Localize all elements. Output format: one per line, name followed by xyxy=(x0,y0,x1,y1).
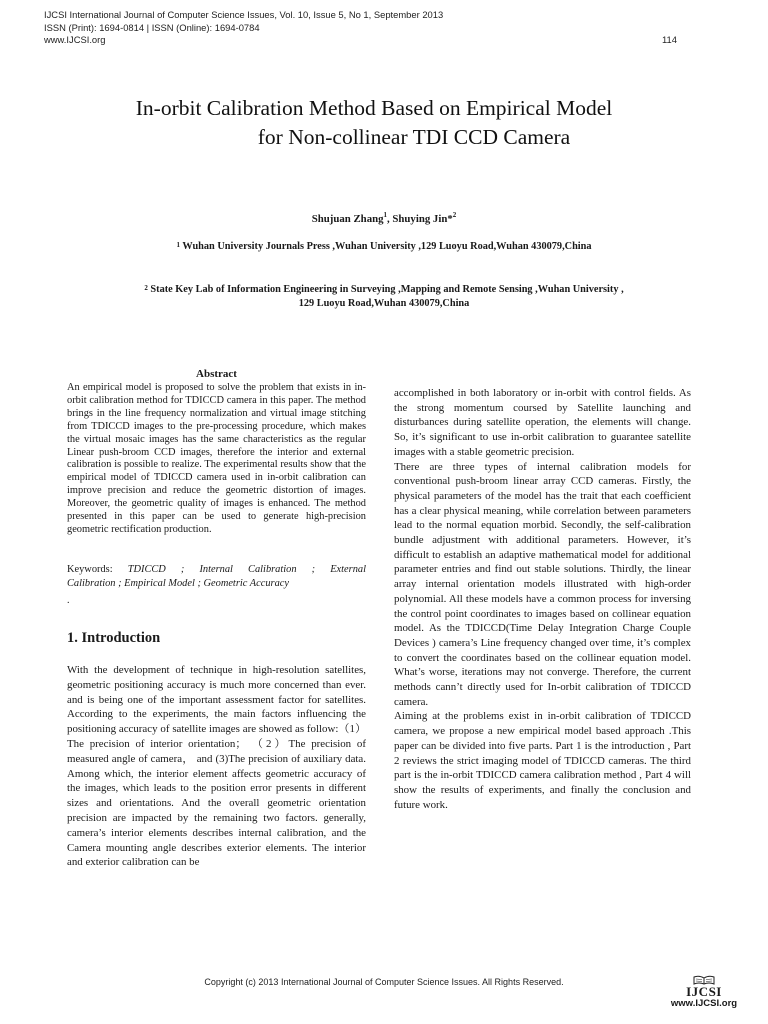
right-paragraph-2: There are three types of internal calibration models for conventional push-broom linear array CCD cameras. Firstly, the physical parameters of the model has the trait that each coefficient has a clear physical meaning, while correlation between parameters lead to the normal equation morbid. Secondly, the self-calibration bundle adjustment with additional parameters. However, it’s difficult to establish an adaptive mathematical model for additional parameter entries and find out stable solutions. Thirdly, the linear array internal orientation models illustrated with high-order polynomial. All these models have a common process for inversing the control point coordinates to images based on collinear equation model. As the TDICCD(Time Delay Integration Charge Couple Devices ) camera’s Line frequency changed over time, it’s complex to convert the coordinates based on the collinear equation model. What’s worse, iterations may not converge. Therefore, the current methods cann’t directly used for In-orbit calibration of TDICCD camera. xyxy=(394,460,691,708)
keywords-line-2: Calibration ; Empirical Model ; Geometric Accuracy xyxy=(67,578,290,589)
keyword-external: External xyxy=(330,564,366,575)
ijcsi-logo xyxy=(654,975,754,1009)
journal-header-line1: IJCSI International Journal of Computer Science Issues, Vol. 10, Issue 5, No 1, September 2013 xyxy=(44,9,444,20)
keywords xyxy=(67,563,366,591)
abstract-text: An empirical model is proposed to solve the problem that exists in in-orbit calibration method for TDICCD camera in this paper. The method brings in the line frequency normalization and virtual image stitching from TDICCD images to the pre-processing procedure, which makes the virtual mosaic images has the same characteristics as the regular Linear push-broom CCD images, therefore the interior and external calibration is possible to realize. The experimental results show that the empirical model of TDICCD camera used in in-orbit calibration can improve precision and reduce the geometric distortion of images. Moreover, the geometric quality of images is enhanced. The method presented in this paper can be used to generate high-precision geometric rectification production. xyxy=(67,382,366,535)
logo-text: IJCSI xyxy=(686,984,722,999)
author-1-sup: 1 xyxy=(383,211,387,219)
affiliation-2 xyxy=(0,283,768,311)
keyword-sep-1: ; xyxy=(180,564,185,575)
affiliation-2-sup: 2 xyxy=(144,284,148,292)
keyword-internal: Internal xyxy=(199,564,233,575)
keywords-label: Keywords: xyxy=(67,564,113,575)
abstract-heading: Abstract xyxy=(196,368,237,380)
authors xyxy=(0,213,768,225)
copyright-footer: Copyright (c) 2013 International Journal of Computer Science Issues. All Rights Reserved. xyxy=(204,977,564,987)
affiliation-1-text: Wuhan University Journals Press ,Wuhan University ,129 Luoyu Road,Wuhan 430079,China xyxy=(179,241,592,252)
paper-title xyxy=(0,94,768,152)
affiliation-2-line-2: 129 Luoyu Road,Wuhan 430079,China xyxy=(298,298,470,309)
affiliation-1 xyxy=(0,240,768,254)
introduction-paragraph-1: With the development of technique in high-resolution satellites, geometric positioning accuracy is much more concerned than ever. and is being one of the important assessment factor for satellites. According to the experiments, the main factors influencing the positioning accuracy of satellite images are showed as follow:（1）The precision of interior orientation； （2）The precision of measured angle of camera， and (3)The precision of auxiliary data. Among which, the interior element affects geometric accuracy of the images, which leads to the position error presents in different sizes and orientations. And the overall geometric orientation precision are impacted by the remaining two factors. generally, camera’s interior elements describes internal calibration, and the Camera mounting angle describes exterior elements. The interior and exterior calibration can be xyxy=(67,664,366,869)
keyword-sep-2: ; xyxy=(311,564,316,575)
logo-url[interactable]: www.IJCSI.org xyxy=(670,998,738,1009)
title-line-1: In-orbit Calibration Method Based on Empirical Model xyxy=(135,96,613,120)
stray-dot: . xyxy=(67,595,70,606)
journal-header-url[interactable]: www.IJCSI.org xyxy=(44,34,106,45)
author-2: Shuying Jin* xyxy=(392,213,453,225)
introduction-left-column xyxy=(67,663,366,870)
journal-header-issn: ISSN (Print): 1694-0814 | ISSN (Online): 1694-0784 xyxy=(44,21,260,33)
abstract-body xyxy=(67,382,366,537)
section-heading-introduction: 1. Introduction xyxy=(67,630,161,646)
keyword-tdiccd: TDICCD xyxy=(127,564,166,575)
journal-header xyxy=(44,9,443,47)
affiliation-1-sup: 1 xyxy=(176,241,180,249)
author-separator: , xyxy=(387,213,393,225)
author-2-sup: 2 xyxy=(452,211,457,219)
right-paragraph-3: Aiming at the problems exist in in-orbit calibration of TDICCD camera, we propose a new empirical model based approach .This paper can be divided into five parts. Part 1 is the introduction , Part 2 reviews the strict imaging model of TDICCD cameras. The third part is the in-orbit TDICCD camera calibration method , Part 4 will show the results of experiments, and finally the conclusion and future work. xyxy=(394,710,691,811)
page-number: 114 xyxy=(662,34,677,45)
keyword-calibration: Calibration xyxy=(248,564,297,575)
right-column xyxy=(394,386,691,812)
title-line-2: for Non-collinear TDI CCD Camera xyxy=(257,125,571,149)
right-paragraph-1: accomplished in both laboratory or in-orbit with control fields. As the strong momentum coursed by Satellite launching and disturbances during satellite operation, the elements will change. So, it’s significant to use in-orbit calibration to guarantee satellite images with a stable geometric precision. xyxy=(394,387,691,458)
affiliation-2-line-1: State Key Lab of Information Engineering in Surveying ,Mapping and Remote Sensing ,Wuhan University , xyxy=(147,284,624,295)
author-1: Shujuan Zhang xyxy=(311,213,384,225)
